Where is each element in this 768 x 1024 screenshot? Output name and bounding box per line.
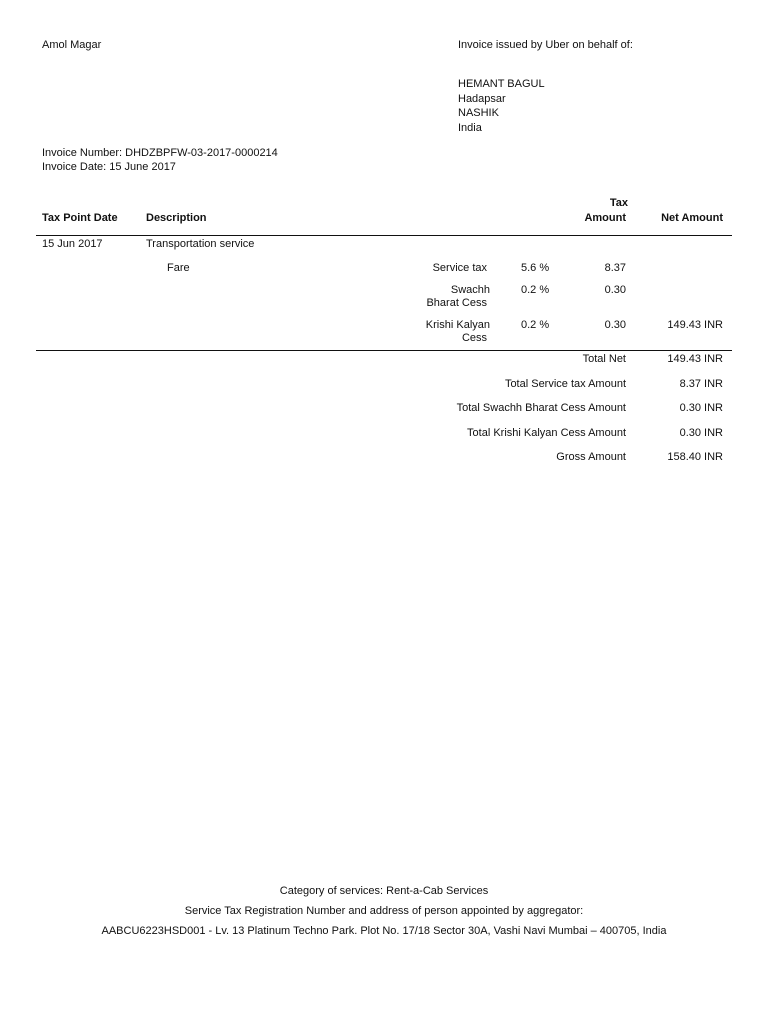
row-description: Transportation service: [146, 238, 255, 250]
invoice-date: Invoice Date: 15 June 2017: [42, 161, 176, 173]
invoice-number: Invoice Number: DHDZBPFW-03-2017-0000214: [42, 147, 278, 159]
header-tax-amount: Amount: [584, 212, 626, 224]
tax-rate: 0.2 %: [521, 284, 550, 296]
tax-amount: 8.37: [604, 262, 626, 274]
tax-name: Swachh: [450, 284, 490, 296]
total-value: 0.30 INR: [679, 427, 723, 439]
footer-registration-heading: Service Tax Registration Number and address of person appointed by aggregator:: [184, 905, 584, 917]
total-value: 8.37 INR: [679, 378, 723, 390]
header-tax-amount: Tax: [609, 197, 628, 209]
total-label: Total Service tax Amount: [504, 378, 626, 390]
tax-name: Krishi Kalyan: [425, 319, 490, 331]
header-tax-point-date: Tax Point Date: [42, 212, 118, 224]
footer-registration-details: AABCU6223HSD001 - Lv. 13 Platinum Techno Park. Plot No. 17/18 Sector 30A, Vashi Navi Mumbai – 400705, India: [101, 925, 667, 937]
issuer-heading: Invoice issued by Uber on behalf of:: [458, 39, 633, 51]
tax-amount: 0.30: [604, 319, 626, 331]
footer-category: Category of services: Rent-a-Cab Services: [279, 885, 489, 897]
issuer-name: HEMANT BAGUL: [458, 78, 545, 90]
table-body-divider: [36, 350, 732, 351]
customer-name: Amol Magar: [42, 39, 102, 51]
total-label: Total Net: [582, 353, 626, 365]
header-description: Description: [146, 212, 207, 224]
tax-name: Cess: [461, 332, 487, 344]
header-net-amount: Net Amount: [661, 212, 723, 224]
tax-rate: 5.6 %: [521, 262, 550, 274]
row-date: 15 Jun 2017: [42, 238, 103, 250]
total-label: Total Swachh Bharat Cess Amount: [456, 402, 626, 414]
total-label: Total Krishi Kalyan Cess Amount: [467, 427, 626, 439]
row-net-amount: 149.43 INR: [667, 319, 723, 331]
issuer-address-line: NASHIK: [458, 107, 499, 119]
tax-amount: 0.30: [604, 284, 626, 296]
total-value: 0.30 INR: [679, 402, 723, 414]
total-value: 149.43 INR: [667, 353, 723, 365]
row-item: Fare: [167, 262, 190, 274]
issuer-address-line: Hadapsar: [458, 93, 506, 105]
gross-value: 158.40 INR: [667, 451, 723, 463]
tax-rate: 0.2 %: [521, 319, 550, 331]
tax-name: Service tax: [432, 262, 487, 274]
gross-label: Gross Amount: [556, 451, 626, 463]
tax-name: Bharat Cess: [426, 297, 487, 309]
issuer-address-line: India: [458, 122, 482, 134]
table-header-divider: [36, 235, 732, 236]
